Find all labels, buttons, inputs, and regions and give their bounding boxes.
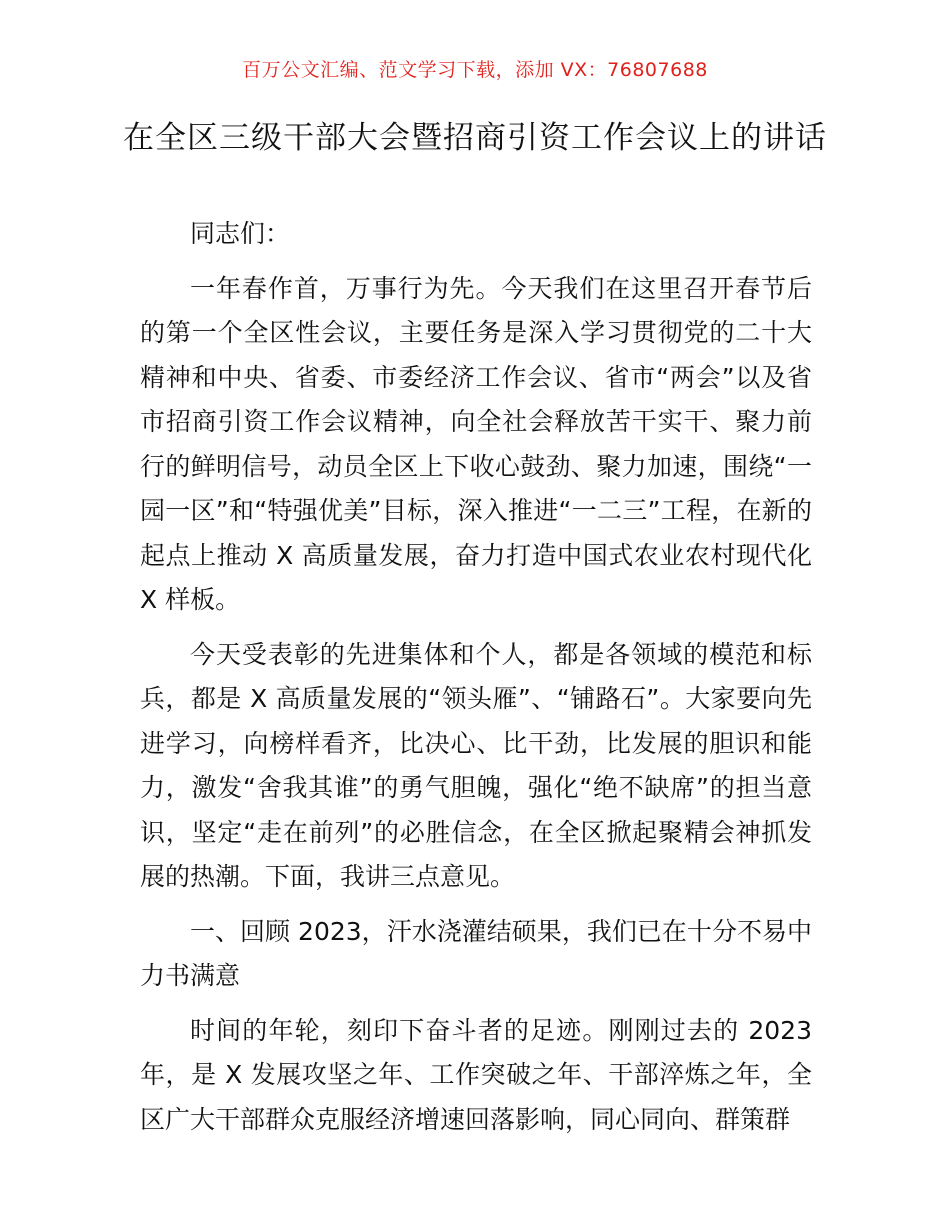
document-body [140, 212, 812, 1152]
paragraph-review: 时间的年轮，刻印下奋斗者的足迹。刚刚过去的 2023 年，是 X 发展攻坚之年、工作突破之年、干部淬炼之年，全区广大干部群众克服经济增速回落影响，同心同向、群策群 [140, 1015, 812, 1134]
section-heading-one: 一、回顾 2023，汗水浇灌结硕果，我们已在十分不易中力书满意 [140, 916, 812, 990]
paragraph-opening: 一年春作首，万事行为先。今天我们在这里召开春节后的第一个全区性会议，主要任务是深入学习贯彻党的二十大精神和中央、省委、市委经济工作会议、省市“两会”以及省市招商引资工作会议精神，向全社会释放苦干实干、聚力前行的鲜明信号，动员全区上下收心鼓劲、聚力加速，围绕“一园一区”和“特强优美”目标，深入推进“一二三”工程，在新的起点上推动 X 高质量发展，奋力打造中国式农业农村现代化 X 样板。 [140, 273, 812, 614]
salutation: 同志们： [190, 219, 291, 248]
paragraph-commendation: 今天受表彰的先进集体和个人，都是各领域的模范和标兵，都是 X 高质量发展的“领头雁”、“铺路石”。大家要向先进学习，向榜样看齐，比决心、比干劲，比发展的胆识和能力，激发“舍我其谁”的勇气胆魄，强化“绝不缺席”的担当意识，坚定“走在前列”的必胜信念，在全区掀起聚精会神抓发展的热潮。下面，我讲三点意见。 [140, 639, 812, 891]
document-title: 在全区三级干部大会暨招商引资工作会议上的讲话 [123, 120, 827, 156]
header-banner: 百万公文汇编、范文学习下载，添加 VX：76807688 [242, 59, 708, 81]
